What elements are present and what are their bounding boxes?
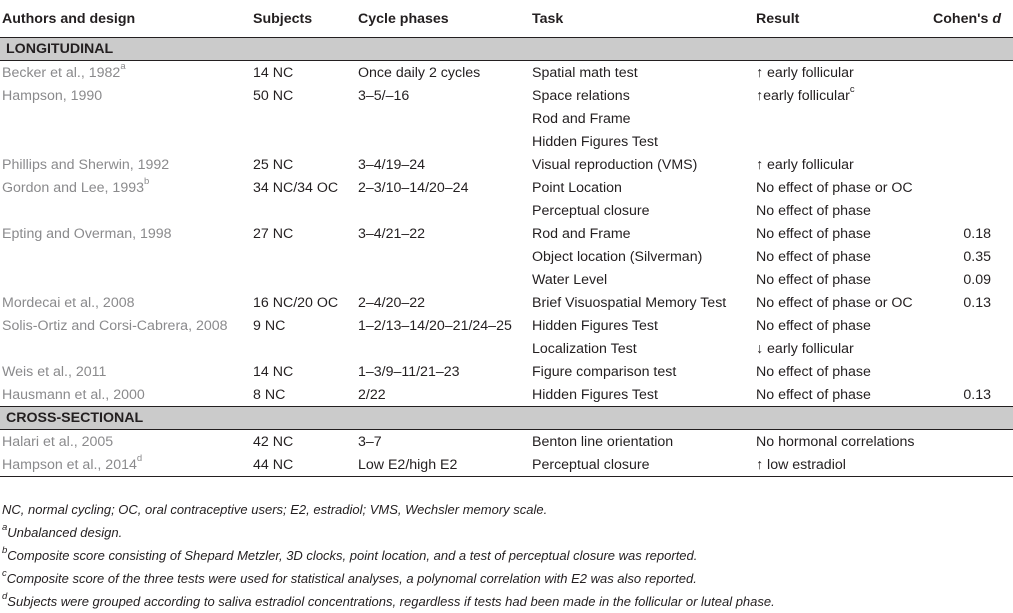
footnote [2,521,1007,544]
section-title: CROSS-SECTIONAL [0,407,1013,430]
cell-task-text: Visual reproduction (VMS) [532,156,698,173]
footnote-text: Subjects were grouped according to saliva estradiol concentrations, regardless if tests had been made in the follicular or luteal phase. [7,594,775,609]
cell-result-text: No effect of phase [756,202,871,219]
table-row [0,453,1013,477]
cell-task-text: Brief Visuospatial Memory Test [532,294,727,311]
table-row [0,268,1013,291]
cell-result [754,245,931,268]
cell-task-text: Hidden Figures Test [532,317,658,334]
header-authors: Authors and design [0,0,251,38]
cell-cohens-d [931,430,1013,454]
cell-cycle-phases [356,291,530,314]
cell-author [0,430,251,454]
cell-cycle-phases [356,61,530,85]
table-row [0,199,1013,222]
cell-task-text: Figure comparison test [532,363,677,380]
cell-result-text: ↑ low estradiol [756,456,846,473]
cell-task [530,61,754,85]
cell-author [0,176,251,199]
cell-cycle-phases [356,153,530,176]
cell-subjects [251,176,356,199]
cell-subjects [251,107,356,130]
cell-cycle-phases [356,430,530,454]
header-cohens-d [931,0,1013,38]
footnote [2,567,1007,590]
cell-author [0,153,251,176]
table-row [0,107,1013,130]
cell-cohens-d [931,61,1013,85]
cell-cycle-phases-text: 2/22 [358,386,386,403]
cell-cycle-phases-text: 3–4/21–22 [358,225,426,242]
cell-result-text: No effect of phase or OC [756,179,913,196]
cell-subjects-text: 27 NC [253,225,294,242]
cell-task [530,199,754,222]
cell-author [0,314,251,337]
cell-cohens-d [931,176,1013,199]
cell-cycle-phases [356,130,530,153]
cell-author [0,61,251,85]
section-row [0,407,1013,430]
cell-cohens-d-text: 0.09 [963,271,991,288]
cell-result [754,430,931,454]
cell-result [754,84,931,107]
cell-cohens-d-text: 0.35 [963,248,991,265]
footnote-text: NC, normal cycling; OC, oral contraceptive users; E2, estradiol; VMS, Wechsler memory scale. [2,502,548,517]
cell-subjects-text: 44 NC [253,456,294,473]
footnote-text: Composite score consisting of Shepard Metzler, 3D clocks, point location, and a test of perceptual closure was reported. [7,548,698,563]
cell-cycle-phases [356,84,530,107]
footnote-text: Unbalanced design. [7,525,123,540]
cell-cohens-d [931,130,1013,153]
cell-subjects [251,337,356,360]
cell-task-text: Hidden Figures Test [532,386,658,403]
cell-result [754,383,931,407]
cell-task [530,176,754,199]
cell-subjects [251,453,356,477]
cell-task [530,453,754,477]
cell-cycle-phases [356,199,530,222]
cell-author [0,222,251,245]
cell-result-text: ↑ early follicular [756,156,854,173]
cell-result-text: ↑ early follicular [756,64,854,81]
header-cohens-var: d [992,10,1002,27]
cell-author [0,453,251,477]
cell-author-text: Hampson, 1990 [2,87,103,104]
cell-result-text: No effect of phase [756,225,871,242]
cell-cycle-phases-text: 1–3/9–11/21–23 [358,363,460,380]
cell-cohens-d [931,337,1013,360]
table-row [0,222,1013,245]
cell-task-text: Perceptual closure [532,456,650,473]
cell-subjects-text: 25 NC [253,156,294,173]
cell-cohens-d [931,153,1013,176]
cell-task [530,383,754,407]
header-cycle-phases: Cycle phases [356,0,530,38]
cell-task-text: Spatial math test [532,64,638,81]
footnote-marker: d [2,590,8,602]
cell-result-text: No effect of phase or OC [756,294,913,311]
cell-subjects [251,153,356,176]
cell-author [0,199,251,222]
cell-result-text: No effect of phase [756,386,871,403]
cell-subjects-text: 34 NC/34 OC [253,179,339,196]
cell-task [530,291,754,314]
cell-result [754,291,931,314]
cell-cycle-phases-text: 1–2/13–14/20–21/24–25 [358,317,512,334]
cell-subjects [251,314,356,337]
cell-cycle-phases-text: 2–4/20–22 [358,294,426,311]
cell-cohens-d [931,291,1013,314]
table-body [0,38,1013,477]
cell-cycle-phases [356,314,530,337]
cell-cycle-phases-text: 3–4/19–24 [358,156,426,173]
cell-task [530,153,754,176]
cell-subjects [251,84,356,107]
cell-author-text: Mordecai et al., 2008 [2,294,135,311]
table-footnotes [2,498,1007,613]
cell-author [0,245,251,268]
cell-cycle-phases-text: 3–5/–16 [358,87,410,104]
footnote [2,544,1007,567]
cell-cycle-phases [356,176,530,199]
cell-result [754,314,931,337]
header-row [0,0,1013,38]
cell-task [530,430,754,454]
cell-cohens-d [931,199,1013,222]
cell-subjects-text: 50 NC [253,87,294,104]
cell-author-text: Solis-Ortiz and Corsi-Cabrera, 2008 [2,317,228,334]
header-result: Result [754,0,931,38]
cell-cohens-d-text: 0.13 [963,386,991,403]
cell-author [0,360,251,383]
cell-cycle-phases [356,222,530,245]
cell-author-text: Phillips and Sherwin, 1992 [2,156,170,173]
cell-author [0,291,251,314]
footnote-marker: b [144,175,150,187]
cell-author [0,130,251,153]
cell-task [530,268,754,291]
cell-result [754,360,931,383]
footnote-marker: b [2,544,8,556]
cell-cohens-d-text: 0.18 [963,225,991,242]
cell-cohens-d-text: 0.13 [963,294,991,311]
cell-result-text: No effect of phase [756,248,871,265]
cell-cycle-phases [356,245,530,268]
cell-subjects-text: 14 NC [253,64,294,81]
cell-task [530,84,754,107]
cell-cohens-d [931,360,1013,383]
section-title: LONGITUDINAL [0,38,1013,61]
cell-result [754,107,931,130]
table-row [0,130,1013,153]
header-subjects: Subjects [251,0,356,38]
cell-author-text: Gordon and Lee, 1993 [2,179,144,196]
cell-cycle-phases [356,337,530,360]
cell-result [754,268,931,291]
table-row [0,61,1013,85]
cell-result-text: No effect of phase [756,363,871,380]
cell-author [0,268,251,291]
cell-subjects-text: 14 NC [253,363,294,380]
cell-subjects [251,268,356,291]
cell-result-text: ↓ early follicular [756,340,854,357]
table-row [0,176,1013,199]
cell-subjects [251,245,356,268]
cell-task-text: Water Level [532,271,608,288]
table-row [0,245,1013,268]
header-task: Task [530,0,754,38]
cell-result [754,222,931,245]
cell-cohens-d [931,453,1013,477]
cell-result-text: ↑early follicular [756,87,850,104]
cell-task-text: Localization Test [532,340,637,357]
cell-author-text: Becker et al., 1982 [2,64,121,81]
cell-cohens-d [931,383,1013,407]
cell-author [0,84,251,107]
header-cohens-prefix: Cohen's [933,10,993,27]
cell-author-text: Weis et al., 2011 [2,363,107,380]
cell-task [530,314,754,337]
cell-task-text: Space relations [532,87,630,104]
cell-cohens-d [931,107,1013,130]
table-row [0,153,1013,176]
footnote-marker: d [136,452,143,464]
footnote-marker: c [849,83,855,95]
cell-result-text: No effect of phase [756,317,871,334]
cell-subjects [251,360,356,383]
cell-cohens-d [931,84,1013,107]
footnote [2,498,1007,521]
cell-author [0,383,251,407]
cell-cohens-d [931,268,1013,291]
cell-subjects [251,222,356,245]
table-row [0,291,1013,314]
cell-subjects-text: 16 NC/20 OC [253,294,339,311]
cell-result [754,176,931,199]
cell-task-text: Rod and Frame [532,225,631,242]
cell-task [530,337,754,360]
cell-cycle-phases-text: 3–7 [358,433,382,450]
cell-task [530,245,754,268]
cell-task [530,222,754,245]
table-row [0,430,1013,454]
table-row [0,84,1013,107]
cell-cycle-phases [356,360,530,383]
cell-task-text: Point Location [532,179,622,196]
cell-task-text: Perceptual closure [532,202,650,219]
cell-subjects-text: 8 NC [253,386,286,403]
footnote-marker: c [2,567,7,579]
table-row [0,360,1013,383]
cell-task-text: Benton line orientation [532,433,674,450]
section-row [0,38,1013,61]
cell-author-text: Hampson et al., 2014 [2,456,137,473]
cell-task [530,107,754,130]
cell-author-text: Hausmann et al., 2000 [2,386,145,403]
cell-result [754,153,931,176]
cell-subjects [251,130,356,153]
cell-subjects [251,430,356,454]
cell-task [530,360,754,383]
cell-cycle-phases-text: 2–3/10–14/20–24 [358,179,469,196]
cell-task-text: Rod and Frame [532,110,631,127]
cell-author [0,337,251,360]
cell-cycle-phases-text: Low E2/high E2 [358,456,458,473]
cell-cohens-d [931,314,1013,337]
cell-subjects-text: 42 NC [253,433,294,450]
cell-result-text: No hormonal correlations [756,433,915,450]
cell-subjects [251,291,356,314]
cell-subjects [251,61,356,85]
table-row [0,383,1013,407]
cell-cycle-phases-text: Once daily 2 cycles [358,64,481,81]
table-row [0,314,1013,337]
footnote-marker: a [2,521,8,533]
cell-result-text: No effect of phase [756,271,871,288]
cell-task-text: Object location (Silverman) [532,248,703,265]
footnote-marker: a [120,60,126,72]
cell-result [754,337,931,360]
cell-cycle-phases [356,107,530,130]
cell-cycle-phases [356,383,530,407]
cell-author [0,107,251,130]
cell-subjects-text: 9 NC [253,317,286,334]
cell-subjects [251,383,356,407]
cell-cycle-phases [356,268,530,291]
cell-task-text: Hidden Figures Test [532,133,658,150]
footnote-text: Composite score of the three tests were used for statistical analyses, a polynomal correlation with E2 was also reported. [6,571,697,586]
cell-result [754,130,931,153]
cell-cohens-d [931,245,1013,268]
cell-result [754,453,931,477]
footnote [2,590,1007,613]
cell-author-text: Halari et al., 2005 [2,433,114,450]
cell-subjects [251,199,356,222]
cell-task [530,130,754,153]
cell-result [754,61,931,85]
cell-result [754,199,931,222]
cell-author-text: Epting and Overman, 1998 [2,225,172,242]
cell-cohens-d [931,222,1013,245]
cell-cycle-phases [356,453,530,477]
table-row [0,337,1013,360]
